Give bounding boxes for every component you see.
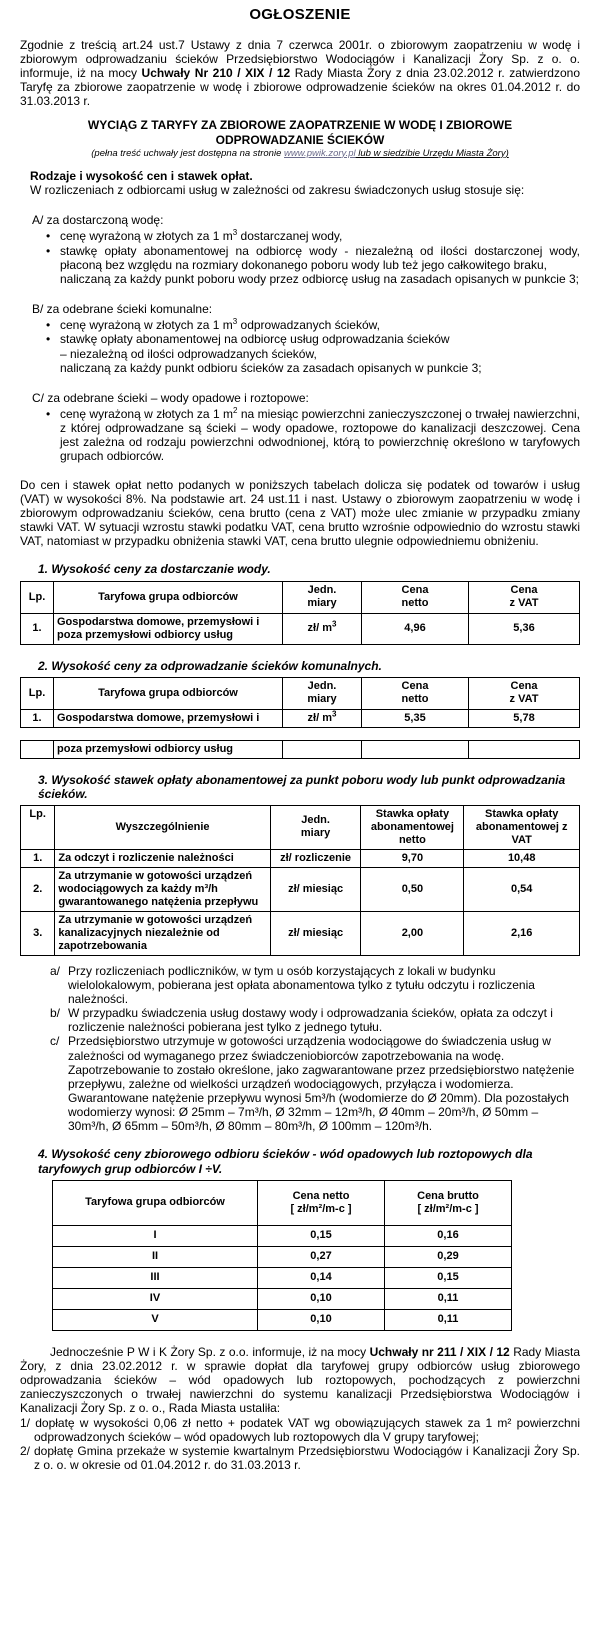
page-title: OGŁOSZENIE	[249, 6, 351, 23]
col-group: Taryfowa grupa odbiorców	[54, 581, 283, 613]
note-post: lub w siedzibie Urzędu Miasta Żory)	[355, 147, 509, 159]
list-item: • stawkę opłaty abonamentowej na odbiorcę wody - niezależną od ilości dostarczonej wody, płaconą bez względu na rozmiary dokonanego poboru wody lub też jego całkowitego braku, naliczaną za każdy punkt poboru wody przez odbiorcę usług na zasadach opisanych w punkcie 3;	[60, 244, 580, 286]
table-row: 2. Za utrzymanie w gotowości urządzeń wodociągowych za każdy m³/h gwarantowanego natężenia przepływu zł/ miesiąc 0,50 0,54	[21, 867, 580, 911]
table-row: 1. Gospodarstwa domowe, przemysłowi i zł/ $m^3$ 5,35 5,78	[21, 709, 580, 727]
note-c: c/ Przedsiębiorstwo utrzymuje w gotowości urządzenia wodociągowe do świadczenia usług w zależności od wymaganego przez świadczeniobiorców zapotrzebowania na wodę. Zapotrzebowanie to zostało określone, jako zagwarantowane przez przedsiębiorstwo natężenie przepływu, zależne od wielkości urządzeń wodociągowych, przyłącza i wodomierza. Gwarantowane natężenie przepływu wynosi 5m³/h (wodomierze do Ø 20mm). Dla pozostałych wodomierzy wynosi: Ø 25mm – 7m³/h, Ø 32mm – 12m³/h, Ø 40mm – 20m³/h, Ø 50mm – 30m³/h, Ø 65mm – 50m³/h, Ø 80mm – 80m³/h, Ø 100mm – 120m³/h.	[50, 1034, 575, 1134]
intro-text: Zgodnie z treścią art.24 ust.7 Ustawy z dnia 7 czerwca 2001r. o zbiorowym zaopatrzeniu w wodę i zbiorowym odprowadzaniu ścieków Przedsiębiorstwo Wodociągów i Kanalizacji Żory Sp. z o. o. informuje, iż na mocy	[20, 37, 580, 80]
table-row: 3. Za utrzymanie w gotowości urządzeń kanalizacyjnych niezależnie od zapotrzebowania zł/ miesiąc 2,00 2,16	[21, 911, 580, 955]
table-row: IV 0,10 0,11	[53, 1288, 512, 1309]
list-item: • cenę wyrażoną w złotych za 1 $m^3$ dostarczanej wody,	[60, 229, 580, 243]
intro-text-end: Rady Miasta Żory z dnia 23.02.2012 r. zatwierdzono Taryfę za zbiorowe zaopatrzenie w wodę i zbiorowe odprowadzenie ścieków na okres 01.04.2012 r. do 31.03.2013 r.	[20, 66, 581, 109]
group-b-list	[20, 318, 580, 375]
list-item: • cenę wyrażoną w złotych za 1 $m^3$ odprowadzanych ścieków,	[60, 318, 580, 332]
subscription-fee-table: Lp. Wyszczególnienie Jedn. miary Stawka opłaty abonamentowej netto Stawka opłaty abonamentowej z VAT 1. Za odczyt i rozliczenie należności zł/ rozliczenie 9,70 10,48 2. Za utrzymanie w gotowości urządzeń wodociągowych za każdy m³/h gwarantowanego natężenia przepływu zł/ miesiąc 0,50 0,54 3. Za utrzymanie w gotowości urządzeń kanalizacyjnych niezależnie od zapotrzebowania zł/ miesiąc 2,00 2,16	[20, 805, 580, 956]
intro-paragraph	[20, 38, 580, 109]
table-row: II 0,27 0,29	[53, 1246, 512, 1267]
table-row: 1. Za odczyt i rozliczenie należności zł/ rozliczenie 9,70 10,48	[21, 849, 580, 867]
website-link[interactable]: www.pwik.zory.pl	[284, 147, 356, 159]
extract-title-line2: ODPROWADZANIE ŚCIEKÓW	[215, 132, 385, 147]
extract-title	[20, 118, 580, 146]
fee-notes	[50, 964, 580, 1134]
table3-title: 3. Wysokość stawek opłaty abonamentowej za punkt poboru wody lub punkt odprowadzania ścieków.	[38, 772, 566, 801]
section-title: Rodzaje i wysokość cen i stawek opłat.	[30, 168, 253, 183]
list-item: • stawkę opłaty abonamentowej na odbiorcę usług odprowadzania ścieków – niezależną od ilości odprowadzanych ścieków, naliczaną za każdy punkt odbioru ścieków za zasadach opisanych w punkcie 3;	[60, 332, 580, 374]
final-item-1: 1/ dopłatę w wysokości 0,06 zł netto + podatek VAT wg obowiązujących stawek za 1 m² powierzchni odprowadzonych ścieków – wód opadowych lub roztopowych dla V grupy taryfowej;	[20, 1415, 580, 1444]
table-row: I 0,15 0,16	[53, 1225, 512, 1246]
extract-title-line1: WYCIĄG Z TARYFY ZA ZBIOROWE ZAOPATRZENIE W WODĘ I ZBIOROWE	[87, 118, 513, 133]
intro-resolution: Uchwały Nr 210 / XIX / 12	[141, 66, 291, 80]
table-row: V 0,10 0,11	[53, 1309, 512, 1330]
sewage-price-table: Lp. Taryfowa grupa odbiorców Jedn. miary Cena netto Cena z VAT 1. Gospodarstwa domowe, przemysłowi i zł/ $m^3$ 5,35 5,78	[20, 677, 580, 728]
final-item-2: 2/ dopłatę Gmina przekaże w systemie kwartalnym Przedsiębiorstwu Wodociągów i Kanalizacji Żory Sp. z o. o. w okresie od 01.04.2012 r. do 31.03.2013 r.	[20, 1443, 580, 1473]
stormwater-price-table: Taryfowa grupa odbiorców Cena netto [ zł/m²/m-c ] Cena brutto [ zł/m²/m-c ] I 0,15 0,16 II 0,27 0,29 III 0,14 0,15 IV 0,10 0,11 V 0,10 0,11	[52, 1180, 512, 1331]
group-c-heading: C/ za odebrane ścieki – wody opadowe i roztopowe:	[32, 390, 309, 405]
group-b-heading: B/ za odebrane ścieki komunalne:	[32, 302, 213, 317]
table4-title: 4. Wysokość ceny zbiorowego odbioru ścieków - wód opadowych lub roztopowych dla taryfowych grup odbiorców I ÷V.	[38, 1147, 533, 1176]
water-price-table: Lp. Taryfowa grupa odbiorców Jedn. miary Cena netto Cena z VAT 1. Gospodarstwa domowe, przemysłowi i poza przemysłowi odbiorcy usług zł/ $m^3$ 4,96 5,36	[20, 581, 580, 645]
table-row: poza przemysłowi odbiorcy usług	[21, 740, 580, 758]
section-intro: W rozliczeniach z odbiorcami usług w zależności od zakresu świadczonych usług stosuje się:	[30, 183, 525, 198]
group-a-heading: A/ za dostarczoną wodę:	[32, 213, 164, 228]
table2-title: 2. Wysokość ceny za odprowadzanie ścieków komunalnych.	[38, 658, 382, 673]
note-b: b/ W przypadku świadczenia usług dostawy wody i odprowadzania ścieków, opłata za odczyt i rozliczenie należności pobierana jest tylko z jednego tytułu.	[50, 1006, 553, 1035]
final-paragraph: Jednocześnie P W i K Żory Sp. z o.o. informuje, iż na mocy Uchwały nr 211 / XIX / 12 Rady Miasta Żory, z dnia 23.02.2012 r. w sprawie dopłat dla taryfowej grupy odbiorców usług zbiorowego odprowadzania ścieków – wód opadowych lub roztopowych, pochodzących z powierzchni zanieczyszczonych o trwałej nawierzchni do systemu kanalizacji Przedsiębiorstwa Wodociągów i Kanalizacji Żory Sp. z o. o., Rada Miasta ustaliła: 1/ dopłatę w wysokości 0,06 zł netto + podatek VAT wg obowiązujących stawek za 1 m² powierzchni odprowadzonych ścieków – wód opadowych lub roztopowych dla V grupy taryfowej; 2/ dopłatę Gmina przekaże w systemie kwartalnym Przedsiębiorstwu Wodociągów i Kanalizacji Żory Sp. z o. o. w okresie od 01.04.2012 r. do 31.03.2013 r.	[20, 1344, 581, 1473]
table-row: III 0,14 0,15	[53, 1267, 512, 1288]
note-a: a/ Przy rozliczeniach podliczników, w tym u osób korzystających z lokali w budynku wielolokalowym, pobierana jest opłata abonamentowa tylko z tytułu odczytu i rozliczenia należności.	[50, 963, 535, 1006]
table-row: 1. Gospodarstwa domowe, przemysłowi i poza przemysłowi odbiorcy usług zł/ $m^3$ 4,96 5,36	[21, 613, 580, 644]
group-a-list	[20, 229, 580, 286]
table1-title: 1. Wysokość ceny za dostarczanie wody.	[38, 562, 271, 577]
col-lp: Lp.	[21, 581, 54, 613]
final-resolution: Uchwały nr 211 / XIX / 12	[369, 1344, 510, 1359]
note-pre: (pełna treść uchwały jest dostępna na stronie	[91, 147, 284, 159]
availability-note	[20, 148, 580, 159]
list-item: • cenę wyrażoną w złotych za 1 $m^2$ na miesiąc powierzchni zanieczyszczonej o trwałej nawierzchni, z której odprowadzane są ścieki – wody opadowe, roztopowe do kanalizacji deszczowej. Cena jest zależna od rodzaju powierzchni odwodnionej, którą to powierzchnię określono w taryfowych grupach odbiorców.	[60, 407, 580, 464]
document-page	[20, 0, 580, 1472]
sewage-price-table-continued	[20, 740, 580, 759]
vat-paragraph: Do cen i stawek opłat netto podanych w poniższych tabelach dolicza się podatek od towarów i usług (VAT) w wysokości 8%. Na podstawie art. 24 ust.11 i nast. Ustawy o zbiorowym zaopatrzeniu w wodę i zbiorowym odprowadzaniu ścieków, cena brutto (cena z VAT) może ulec zmianie w przypadku zmiany stawki VAT. W sytuacji wzrostu stawki podatku VAT, cena brutto wzrośnie odpowiednio do wzrostu stawki VAT, natomiast w przypadku obniżenia stawki VAT, cena brutto ulegnie odpowiedniemu obniżeniu.	[20, 477, 580, 549]
group-c-list	[20, 407, 580, 464]
